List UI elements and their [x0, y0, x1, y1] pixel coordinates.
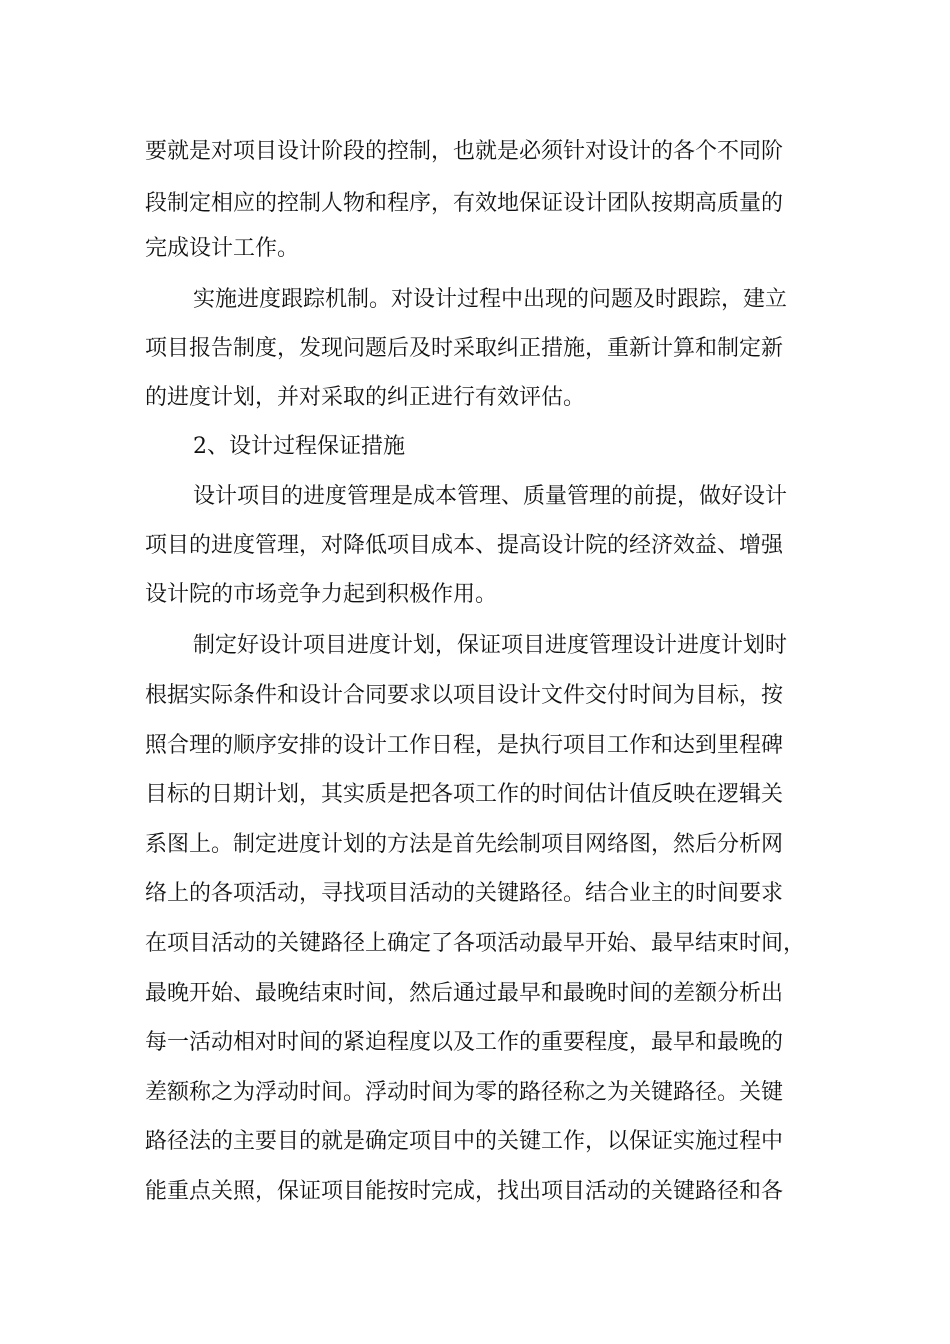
text-line — [0, 1118, 950, 1166]
text-line — [0, 821, 950, 869]
text-line — [0, 970, 950, 1018]
line-text: 最晚开始、最晚结束时间，然后通过最早和最晚时间的差额分析出 — [145, 981, 784, 1006]
text-line — [0, 571, 950, 619]
line-text: 的进度计划，并对采取的纠正进行有效评估。 — [145, 385, 586, 410]
text-line — [0, 672, 950, 720]
line-text: 设计院的市场竞争力起到积极作用。 — [145, 582, 498, 607]
line-text: 完成设计工作。 — [145, 236, 300, 261]
text-line — [0, 522, 950, 570]
text-line — [0, 870, 950, 918]
line-text: 系图上。制定进度计划的方法是首先绘制项目网络图，然后分析网 — [145, 832, 784, 857]
line-text: 差额称之为浮动时间。浮动时间为零的路径称之为关键路径。关键 — [145, 1080, 784, 1105]
text-line — [0, 1168, 950, 1216]
text-line — [0, 276, 950, 324]
line-text: 目标的日期计划，其实质是把各项工作的时间估计值反映在逻辑关 — [145, 782, 784, 807]
line-text: 项目报告制度，发现问题后及时采取纠正措施，重新计算和制定新 — [145, 336, 784, 361]
line-text: 制定好设计项目进度计划，保证项目进度管理设计进度计划时 — [193, 633, 788, 658]
heading-text: 2、设计过程保证措施 — [193, 434, 405, 459]
line-text: 络上的各项活动，寻找项目活动的关键路径。结合业主的时间要求 — [145, 881, 784, 906]
line-text: 照合理的顺序安排的设计工作日程，是执行项目工作和达到里程碑 — [145, 733, 784, 758]
line-text: 设计项目的进度管理是成本管理、质量管理的前提，做好设计 — [193, 484, 788, 509]
line-text: 每一活动相对时间的紧迫程度以及工作的重要程度，最早和最晚的 — [145, 1030, 784, 1055]
text-line — [0, 374, 950, 422]
line-text: 根据实际条件和设计合同要求以项目设计文件交付时间为目标，按 — [145, 683, 784, 708]
text-line — [0, 128, 950, 176]
text-line — [0, 622, 950, 670]
line-text: 项目的进度管理，对降低项目成本、提高设计院的经济效益、增强 — [145, 533, 784, 558]
line-text: 要就是对项目设计阶段的控制，也就是必须针对设计的各个不同阶 — [145, 139, 784, 164]
text-line — [0, 180, 950, 228]
line-text: 在项目活动的关键路径上确定了各项活动最早开始、最早结束时间， — [145, 931, 806, 956]
section-heading — [0, 423, 950, 471]
line-text: 能重点关照，保证项目能按时完成，找出项目活动的关键路径和各 — [145, 1179, 784, 1204]
text-line — [0, 920, 950, 968]
line-text: 路径法的主要目的就是确定项目中的关键工作，以保证实施过程中 — [145, 1129, 784, 1154]
line-text: 实施进度跟踪机制。对设计过程中出现的问题及时跟踪，建立 — [193, 287, 788, 312]
text-line — [0, 722, 950, 770]
text-line — [0, 325, 950, 373]
text-line — [0, 771, 950, 819]
line-text: 段制定相应的控制人物和程序，有效地保证设计团队按期高质量的 — [145, 191, 784, 216]
text-line — [0, 473, 950, 521]
text-line — [0, 1069, 950, 1117]
text-line — [0, 225, 950, 273]
text-line — [0, 1019, 950, 1067]
